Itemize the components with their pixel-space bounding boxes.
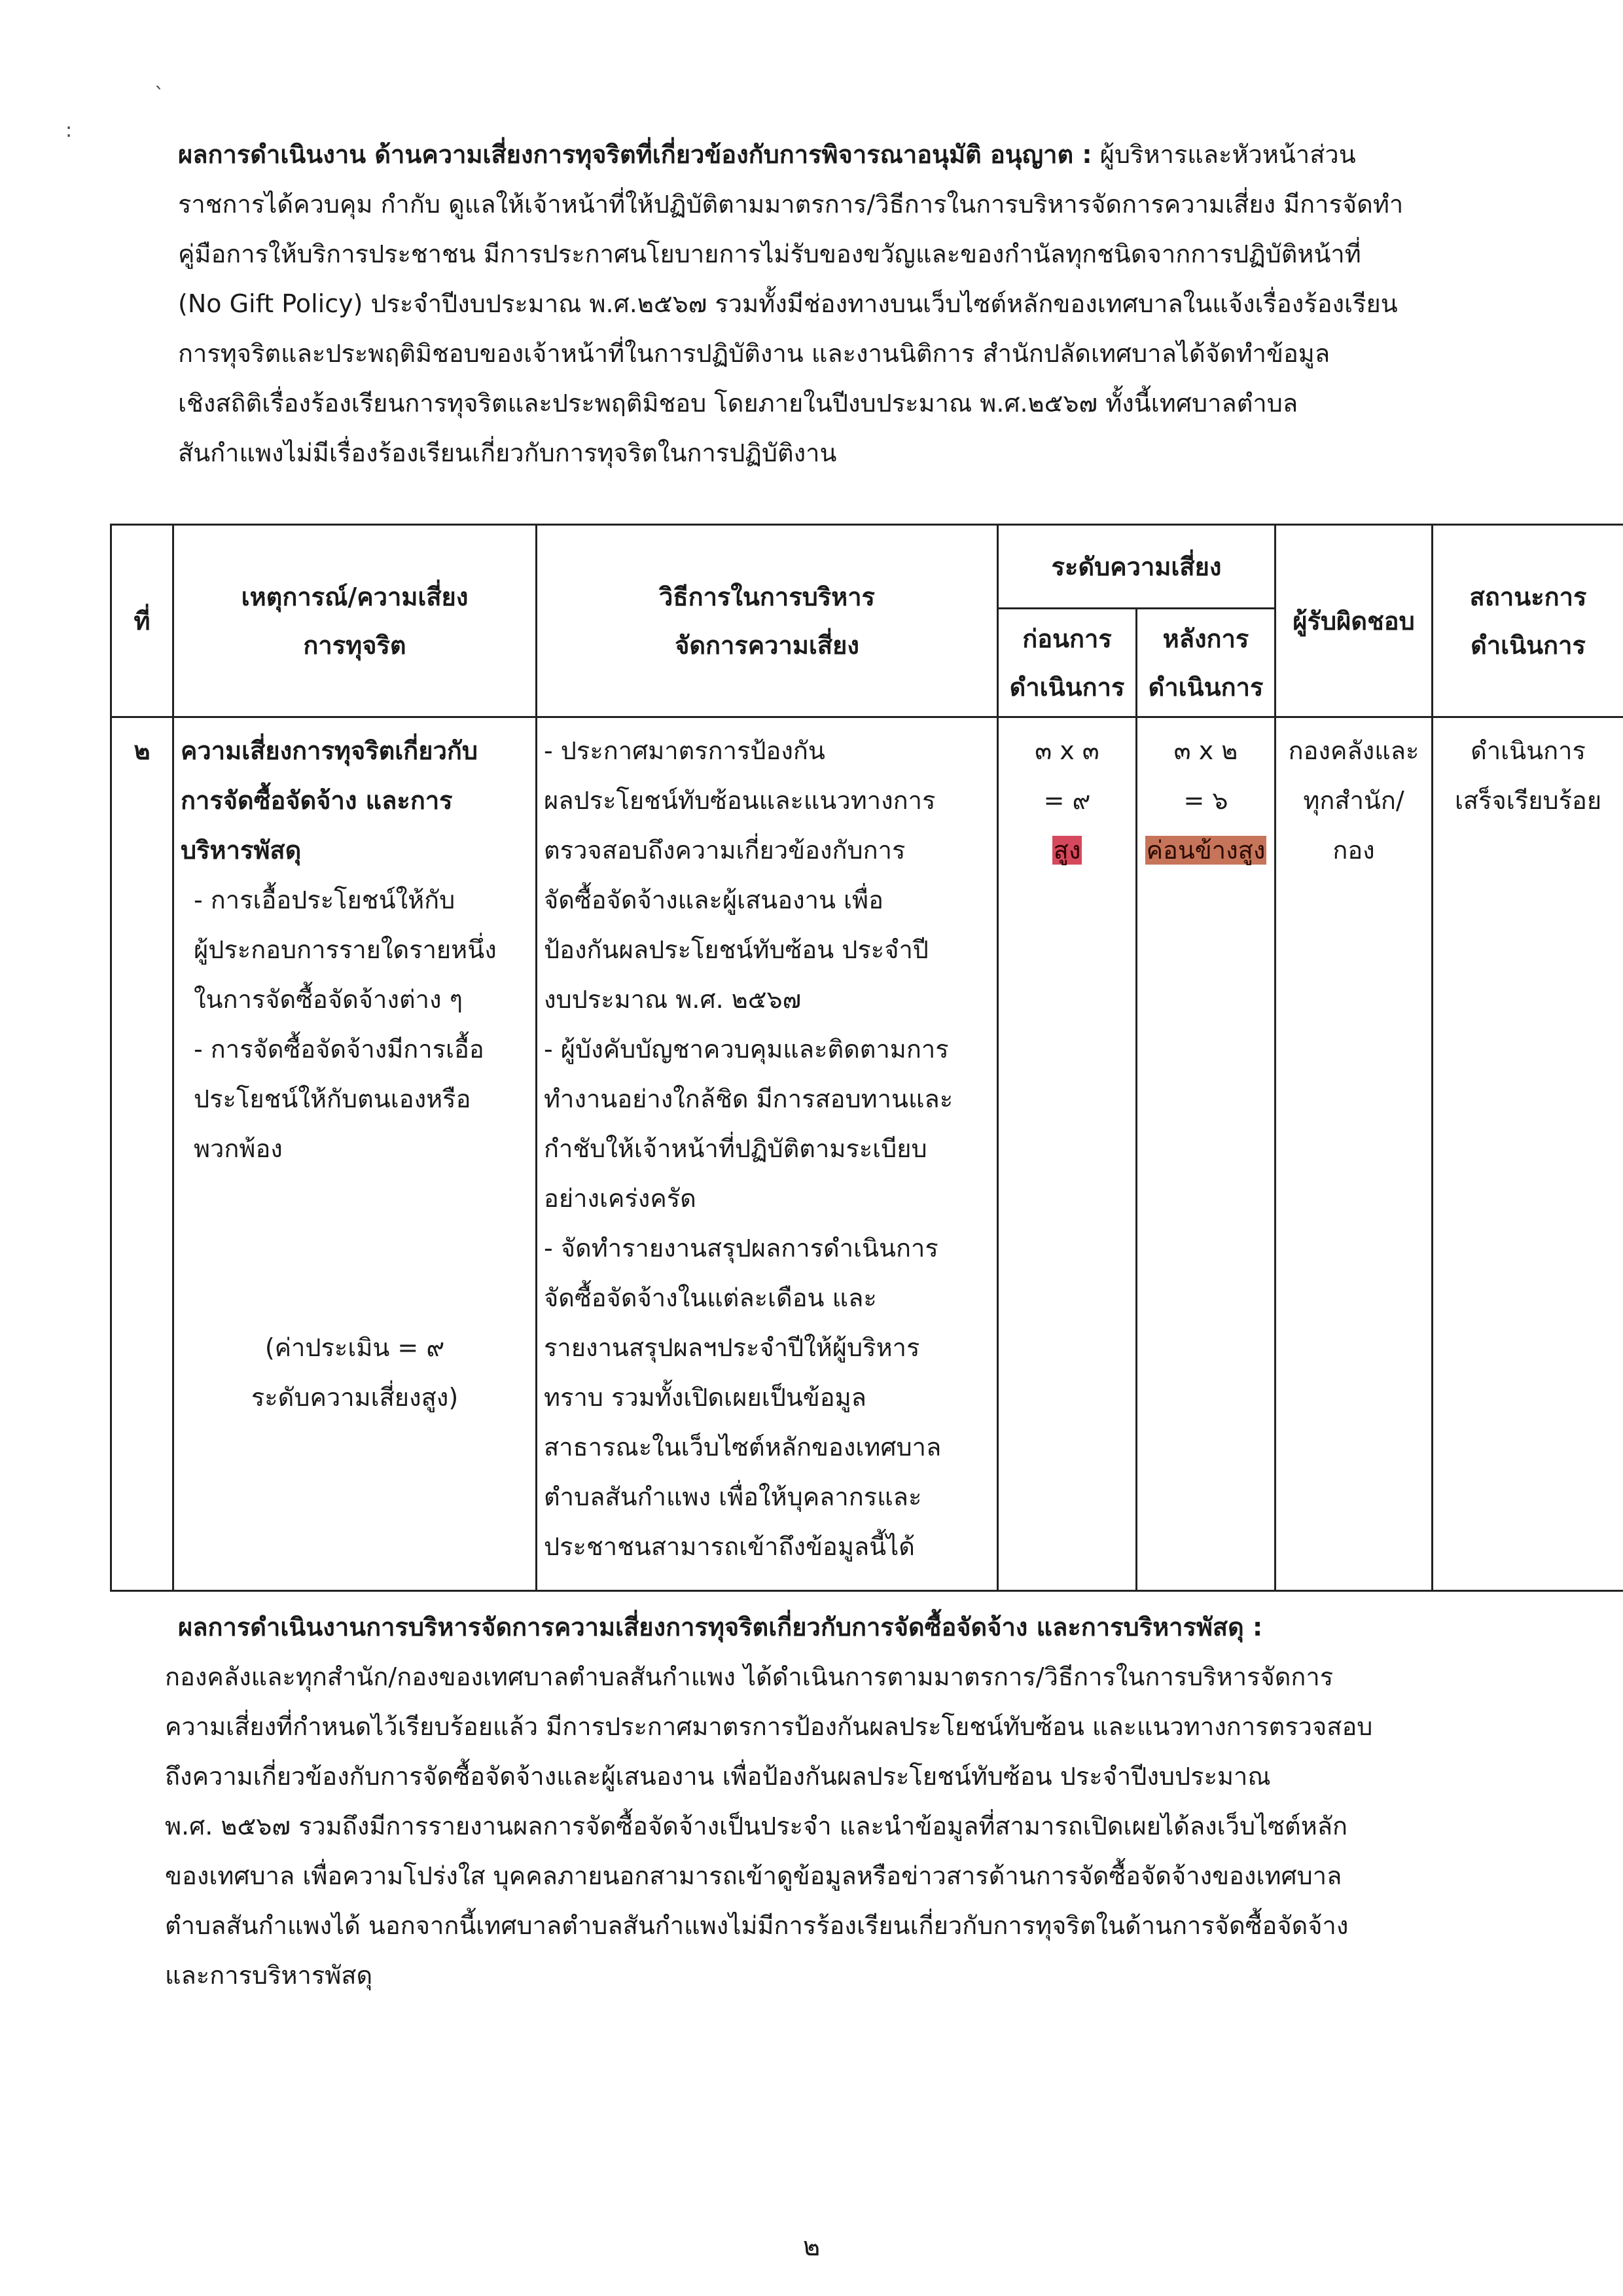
intro-line: ผู้บริหารและหัวหน้าส่วน — [1099, 140, 1356, 169]
row-status: ดำเนินการ เสร็จเรียบร้อย — [1433, 717, 1623, 1591]
row-no: ๒ — [111, 717, 173, 1591]
outcome-line: ของเทศบาล เพื่อความโปร่งใส บุคคลภายนอกสามารถเข้าดูข้อมูลหรือข่าวสารด้านการจัดซื้อจัดจ้างของเทศบาล — [165, 1861, 1342, 1890]
risk-table — [110, 524, 1623, 1592]
header-method: วิธีการในการบริหาร จัดการความเสี่ยง — [537, 525, 998, 717]
outcome-line: ถึงความเกี่ยวข้องกับการจัดซื้อจัดจ้างและผู้เสนองาน เพื่อป้องกันผลประโยชน์ทับซ้อน ประจำปีงบประมาณ — [165, 1762, 1271, 1791]
outcome-heading: ผลการดำเนินงานการบริหารจัดการความเสี่ยงการทุจริตเกี่ยวกับการจัดซื้อจัดจ้าง และการบริหารพัสดุ : — [178, 1613, 1263, 1641]
assessment-note: (ค่าประเมิน = ๙ — [264, 1333, 445, 1362]
intro-line: เชิงสถิติเรื่องร้องเรียนการทุจริตและประพฤติมิชอบ โดยภายในปีงบประมาณ พ.ศ.๒๕๖๗ ทั้งนี้เทศบาลตำบล — [178, 389, 1298, 418]
header-no: ที่ — [111, 525, 173, 717]
header-status: สถานะการ ดำเนินการ — [1433, 525, 1623, 717]
assessment-note: ระดับความเสี่ยงสูง) — [251, 1383, 459, 1412]
intro-line: สันกำแพงไม่มีเรื่องร้องเรียนเกี่ยวกับการทุจริตในการปฏิบัติงาน — [178, 439, 837, 467]
header-before: ก่อนการ ดำเนินการ — [998, 609, 1137, 717]
scan-mark: ` — [154, 84, 164, 107]
row-before: ๓ x ๓ = ๙ สูง — [998, 717, 1137, 1591]
row-event: ความเสี่ยงการทุจริตเกี่ยวกับ การจัดซื้อจัดจ้าง และการ บริหารพัสดุ - การเอื้อประโยชน์ให้กับ ผู้ประกอบการรายใดรายหนึ่ง ในการจัดซื้อจัดจ้างต่าง ๆ - การจัดซื้อจัดจ้างมีการเอื้อ ประโยชน์ให้กับตนเองหรือ พวกพ้อง (ค่าประเมิน = ๙ ระดับความเสี่ยงสูง) — [173, 717, 537, 1591]
row-after: ๓ x ๒ = ๖ ค่อนข้างสูง — [1137, 717, 1275, 1591]
outcome-paragraph — [165, 1602, 1546, 2000]
scan-mark: : — [65, 119, 73, 142]
header-after: หลังการ ดำเนินการ — [1137, 609, 1275, 717]
intro-paragraph — [178, 130, 1546, 478]
outcome-line: ความเสี่ยงที่กำหนดไว้เรียบร้อยแล้ว มีการประกาศมาตรการป้องกันผลประโยชน์ทับซ้อน และแนวทางการตรวจสอบ — [165, 1712, 1373, 1741]
outcome-line: ตำบลสันกำแพงได้ นอกจากนี้เทศบาลตำบลสันกำแพงไม่มีการร้องเรียนเกี่ยวกับการทุจริตในด้านการจัดซื้อจัดจ้าง — [165, 1911, 1349, 1940]
intro-line: (No Gift Policy) ประจำปีงบประมาณ พ.ศ.๒๕๖๗ รวมทั้งมีช่องทางบนเว็บไซต์หลักของเทศบาลในแจ้งเรื่องร้องเรียน — [178, 289, 1398, 318]
table-row — [111, 717, 1623, 1591]
header-event: เหตุการณ์/ความเสี่ยง การทุจริต — [173, 525, 537, 717]
outcome-line: และการบริหารพัสดุ — [165, 1961, 373, 1990]
intro-heading: ผลการดำเนินงาน ด้านความเสี่ยงการทุจริตที่เกี่ยวข้องกับการพิจารณาอนุมัติ อนุญาต : — [178, 140, 1092, 169]
row-methods: - ประกาศมาตรการป้องกัน ผลประโยชน์ทับซ้อนและแนวทางการ ตรวจสอบถึงความเกี่ยวข้องกับการ จัดซื้อจัดจ้างและผู้เสนองาน เพื่อ ป้องกันผลประโยชน์ทับซ้อน ประจำปี งบประมาณ พ.ศ. ๒๕๖๗ - ผู้บังคับบัญชาควบคุมและติดตามการ ทำงานอย่างใกล้ชิด มีการสอบทานและ กำชับให้เจ้าหน้าที่ปฏิบัติตามระเบียบ อย่างเคร่งครัด - จัดทำรายงานสรุปผลการดำเนินการ จัดซื้อจัดจ้างในแต่ละเดือน และ รายงานสรุปผลฯประจำปีให้ผู้บริหาร ทราบ รวมทั้งเปิดเผยเป็นข้อมูล สาธารณะในเว็บไซต์หลักของเทศบาล ตำบลสันกำแพง เพื่อให้บุคลากรและ ประชาชนสามารถเข้าถึงข้อมูลนี้ได้ — [537, 717, 998, 1591]
intro-line: ราชการได้ควบคุม กำกับ ดูแลให้เจ้าหน้าที่ให้ปฏิบัติตามมาตรการ/วิธีการในการบริหารจัดการความเสี่ยง มีการจัดทำ — [178, 190, 1404, 219]
row-responsible: กองคลังและ ทุกสำนัก/ กอง — [1275, 717, 1433, 1591]
page-number: ๒ — [802, 2232, 821, 2262]
risk-badge-high: สูง — [1053, 836, 1081, 865]
header-risk-level: ระดับความเสี่ยง — [998, 525, 1275, 609]
outcome-line: กองคลังและทุกสำนัก/กองของเทศบาลตำบลสันกำแพง ได้ดำเนินการตามมาตรการ/วิธีการในการบริหารจัดการ — [165, 1662, 1334, 1691]
intro-line: การทุจริตและประพฤติมิชอบของเจ้าหน้าที่ในการปฏิบัติงาน และงานนิติการ สำนักปลัดเทศบาลได้จัดทำข้อมูล — [178, 339, 1330, 368]
intro-line: คู่มือการให้บริการประชาชน มีการประกาศนโยบายการไม่รับของขวัญและของกำนัลทุกชนิดจากการปฏิบัติหน้าที่ — [178, 240, 1361, 268]
header-responsible: ผู้รับผิดชอบ — [1275, 525, 1433, 717]
risk-badge-fairly-high: ค่อนข้างสูง — [1146, 836, 1266, 865]
outcome-line: พ.ศ. ๒๕๖๗ รวมถึงมีการรายงานผลการจัดซื้อจัดจ้างเป็นประจำ และนำข้อมูลที่สามารถเปิดเผยได้ลงเว็บไซต์หลัก — [165, 1812, 1348, 1840]
